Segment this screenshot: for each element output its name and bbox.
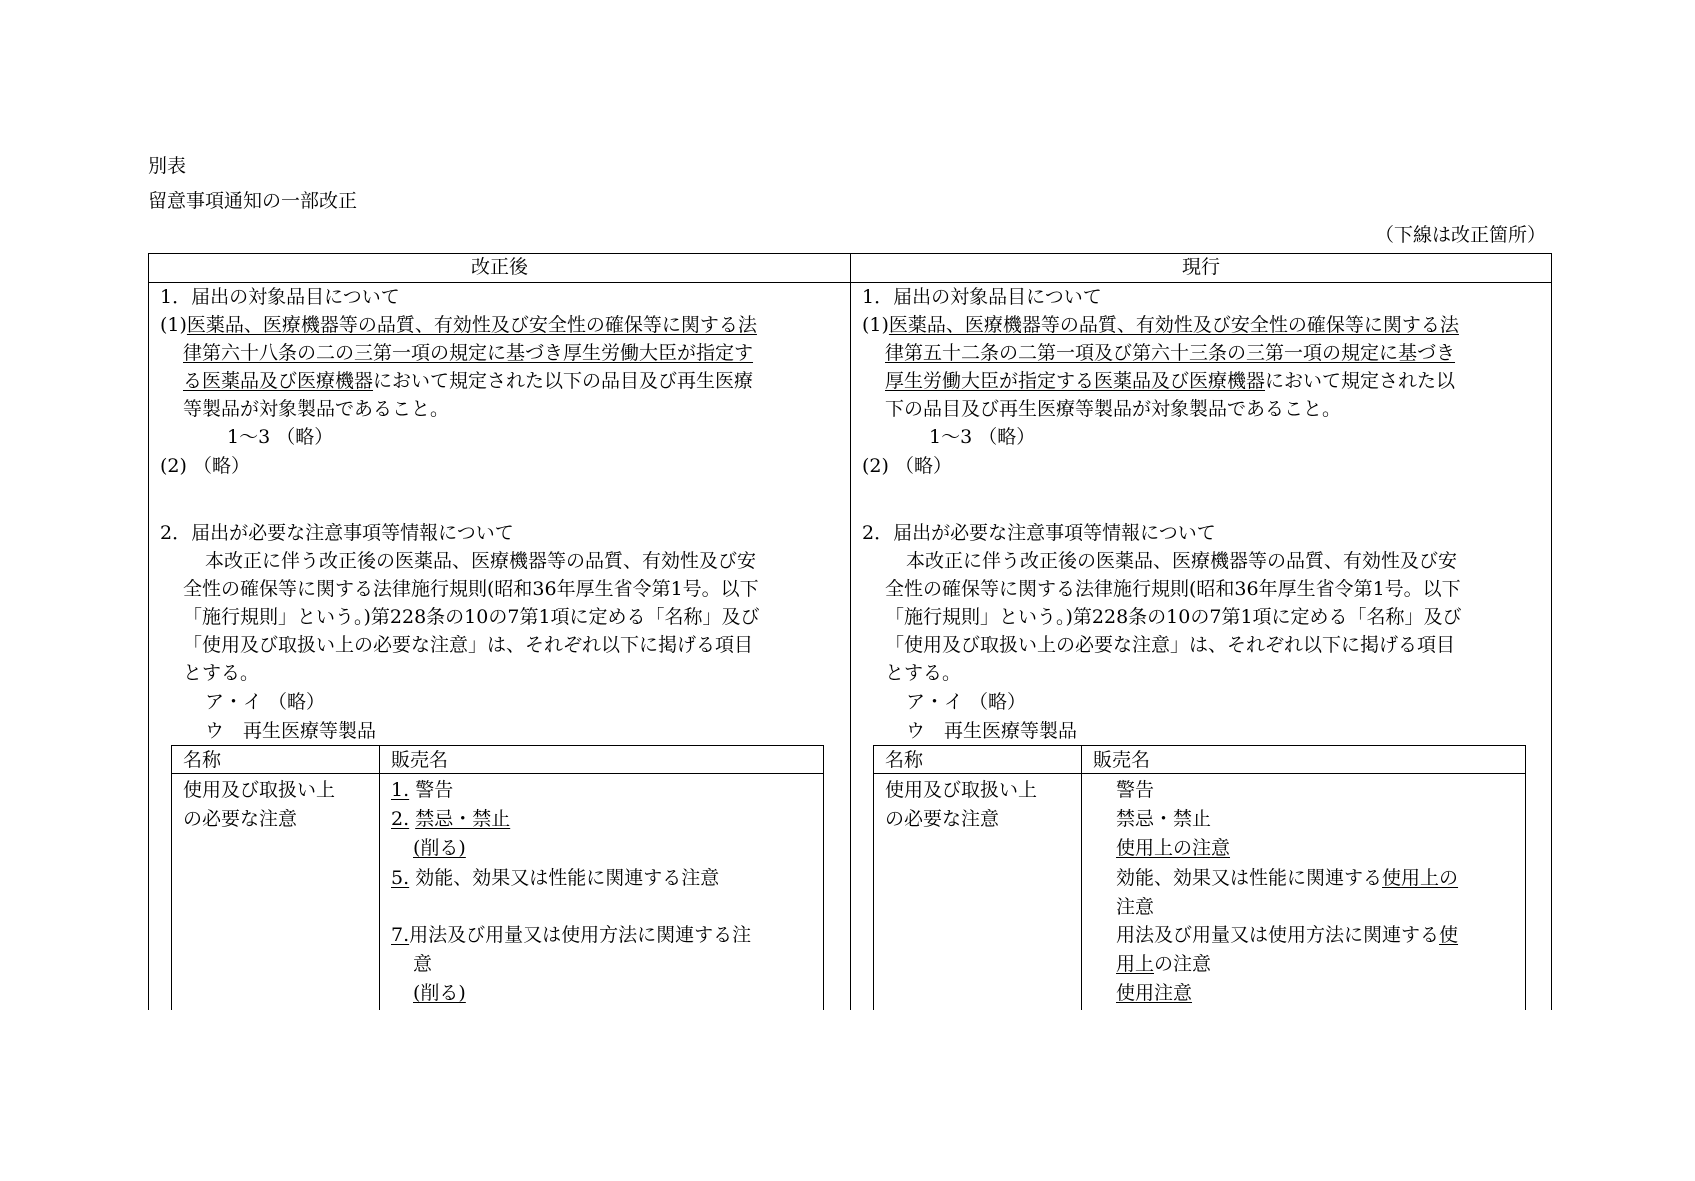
current-s2-line2: 全性の確保等に関する法律施行規則(昭和36年厚生省令第1号。以下 xyxy=(885,578,1461,600)
after-item-efficacy-number: 5. xyxy=(391,867,410,889)
table-right-border xyxy=(1551,253,1552,1010)
after-s1-heading: 1．届出の対象品目について xyxy=(160,286,400,308)
current-item-dosage xyxy=(1116,923,1458,947)
after-item-contraindication xyxy=(391,807,510,831)
after-s1-p1-line3-underlined: る医薬品及び医療機器 xyxy=(183,370,374,392)
after-s1-p1-line4: 等製品が対象製品であること。 xyxy=(183,398,450,420)
current-item-contraindication: 禁忌・禁止 xyxy=(1116,808,1212,830)
after-item-deleted-2: (削る) xyxy=(413,982,466,1004)
after-s2-heading: 2．届出が必要な注意事項等情報について xyxy=(160,522,514,544)
current-inner-middle-border xyxy=(1081,745,1082,1010)
after-s2-u: ウ 再生医療等製品 xyxy=(205,720,377,742)
after-s1-p1-number: (1) xyxy=(160,314,187,336)
current-inner-left-line2: の必要な注意 xyxy=(885,808,1000,830)
after-inner-header-brand: 販売名 xyxy=(391,749,449,771)
after-inner-left-border xyxy=(171,745,172,1010)
doc-title: 留意事項通知の一部改正 xyxy=(148,190,358,212)
current-item-warning: 警告 xyxy=(1116,779,1155,801)
after-inner-header-name: 名称 xyxy=(183,749,222,771)
after-s2-line5: とする。 xyxy=(183,662,260,684)
current-inner-header-border xyxy=(873,773,1526,774)
column-header-after: 改正後 xyxy=(470,256,528,278)
current-item-efficacy-text: 効能、効果又は性能に関連する xyxy=(1116,867,1383,889)
after-item-dosage-cont: 意 xyxy=(413,953,433,975)
current-item-dosage-underlined: 使 xyxy=(1439,924,1459,946)
current-s1-heading: 1．届出の対象品目について xyxy=(862,286,1102,308)
after-s1-sub-items: 1～3 （略） xyxy=(227,426,334,448)
current-s1-p1-line3 xyxy=(885,369,1455,393)
current-item-dosage-cont-rest: の注意 xyxy=(1154,953,1212,975)
current-item-efficacy xyxy=(1116,866,1458,890)
current-s1-p1-number: (1) xyxy=(862,314,889,336)
table-left-border xyxy=(148,253,149,1010)
current-s2-heading: 2．届出が必要な注意事項等情報について xyxy=(862,522,1216,544)
current-inner-left-border xyxy=(873,745,874,1010)
current-s1-p1-line1-text: 医薬品、医療機器等の品質、有効性及び安全性の確保等に関する法 xyxy=(888,314,1459,336)
after-item-dosage xyxy=(391,923,751,947)
current-s1-p1-line4: 下の品目及び再生医療等製品が対象製品であること。 xyxy=(885,398,1342,420)
after-item-dosage-text: 用法及び用量又は使用方法に関連する注 xyxy=(409,924,752,946)
after-s1-p1-line2: 律第六十八条の二の三第一項の規定に基づき厚生労働大臣が指定す xyxy=(183,342,754,364)
current-inner-right-border xyxy=(1525,745,1526,1010)
current-s1-p1-line1 xyxy=(862,313,1459,337)
current-item-efficacy-underlined: 使用上の xyxy=(1382,867,1459,889)
current-item-dosage-text: 用法及び用量又は使用方法に関連する xyxy=(1116,924,1440,946)
current-s1-sub-items: 1～3 （略） xyxy=(929,426,1036,448)
current-s1-p1-line2: 律第五十二条の二第一項及び第六十三条の三第一項の規定に基づき xyxy=(885,342,1456,364)
after-s2-line3: 「施行規則」という。)第228条の10の7第1項に定める「名称」及び xyxy=(183,606,760,628)
after-item-deleted-1: (削る) xyxy=(413,837,466,859)
after-inner-top-border xyxy=(171,745,824,746)
current-s2-ai: ア・イ （略） xyxy=(906,691,1027,713)
after-s2-line4: 「使用及び取扱い上の必要な注意」は、それぞれ以下に掲げる項目 xyxy=(183,634,754,656)
current-item-efficacy-cont: 注意 xyxy=(1116,896,1155,918)
after-s2-ai: ア・イ （略） xyxy=(205,691,326,713)
after-s1-p1-line3 xyxy=(183,369,753,393)
column-header-current: 現行 xyxy=(1181,256,1220,278)
current-item-dosage-cont xyxy=(1116,952,1211,976)
after-inner-middle-border xyxy=(379,745,380,1010)
doc-label: 別表 xyxy=(148,155,187,177)
current-inner-header-name: 名称 xyxy=(885,749,924,771)
after-s1-p1-line1 xyxy=(160,313,757,337)
current-s2-line3: 「施行規則」という。)第228条の10の7第1項に定める「名称」及び xyxy=(885,606,1462,628)
table-middle-border xyxy=(850,253,851,1010)
current-item-precautions: 使用上の注意 xyxy=(1116,837,1231,859)
after-s2-line2: 全性の確保等に関する法律施行規則(昭和36年厚生省令第1号。以下 xyxy=(183,578,759,600)
current-s2-line5: とする。 xyxy=(885,662,962,684)
after-item-dosage-number: 7. xyxy=(391,924,410,946)
current-s2-line4: 「使用及び取扱い上の必要な注意」は、それぞれ以下に掲げる項目 xyxy=(885,634,1456,656)
after-inner-left-line1: 使用及び取扱い上 xyxy=(183,779,336,801)
after-s1-p1-line3-rest: において規定された以下の品目及び再生医療 xyxy=(373,370,754,392)
after-item-contraindication-text: 禁忌・禁止 xyxy=(415,808,511,830)
after-item-warning-text: 警告 xyxy=(415,779,454,801)
after-s2-line1: 本改正に伴う改正後の医薬品、医療機器等の品質、有効性及び安 xyxy=(205,550,757,572)
current-inner-header-brand: 販売名 xyxy=(1093,749,1151,771)
current-inner-top-border xyxy=(873,745,1526,746)
current-item-dosage-cont-underlined: 用上 xyxy=(1116,953,1155,975)
after-inner-right-border xyxy=(823,745,824,1010)
after-item-efficacy xyxy=(391,866,719,890)
after-item-warning xyxy=(391,778,453,802)
current-s2-line1: 本改正に伴う改正後の医薬品、医療機器等の品質、有効性及び安 xyxy=(906,550,1458,572)
after-item-efficacy-text: 効能、効果又は性能に関連する注意 xyxy=(415,867,720,889)
after-s1-p2: (2) （略） xyxy=(160,455,250,477)
after-inner-header-border xyxy=(171,773,824,774)
after-s1-p1-line1-text: 医薬品、医療機器等の品質、有効性及び安全性の確保等に関する法 xyxy=(186,314,757,336)
after-item-contraindication-number: 2. xyxy=(391,808,410,830)
current-s1-p2: (2) （略） xyxy=(862,455,952,477)
current-s1-p1-line3-underlined: 厚生労働大臣が指定する医薬品及び医療機器 xyxy=(885,370,1266,392)
after-inner-left-line2: の必要な注意 xyxy=(183,808,298,830)
current-item-use-caution: 使用注意 xyxy=(1116,982,1193,1004)
current-s1-p1-line3-rest: において規定された以 xyxy=(1265,370,1456,392)
underline-note: （下線は改正箇所） xyxy=(1375,224,1547,246)
current-s2-u: ウ 再生医療等製品 xyxy=(906,720,1078,742)
after-item-warning-number: 1. xyxy=(391,779,410,801)
current-inner-left-line1: 使用及び取扱い上 xyxy=(885,779,1038,801)
